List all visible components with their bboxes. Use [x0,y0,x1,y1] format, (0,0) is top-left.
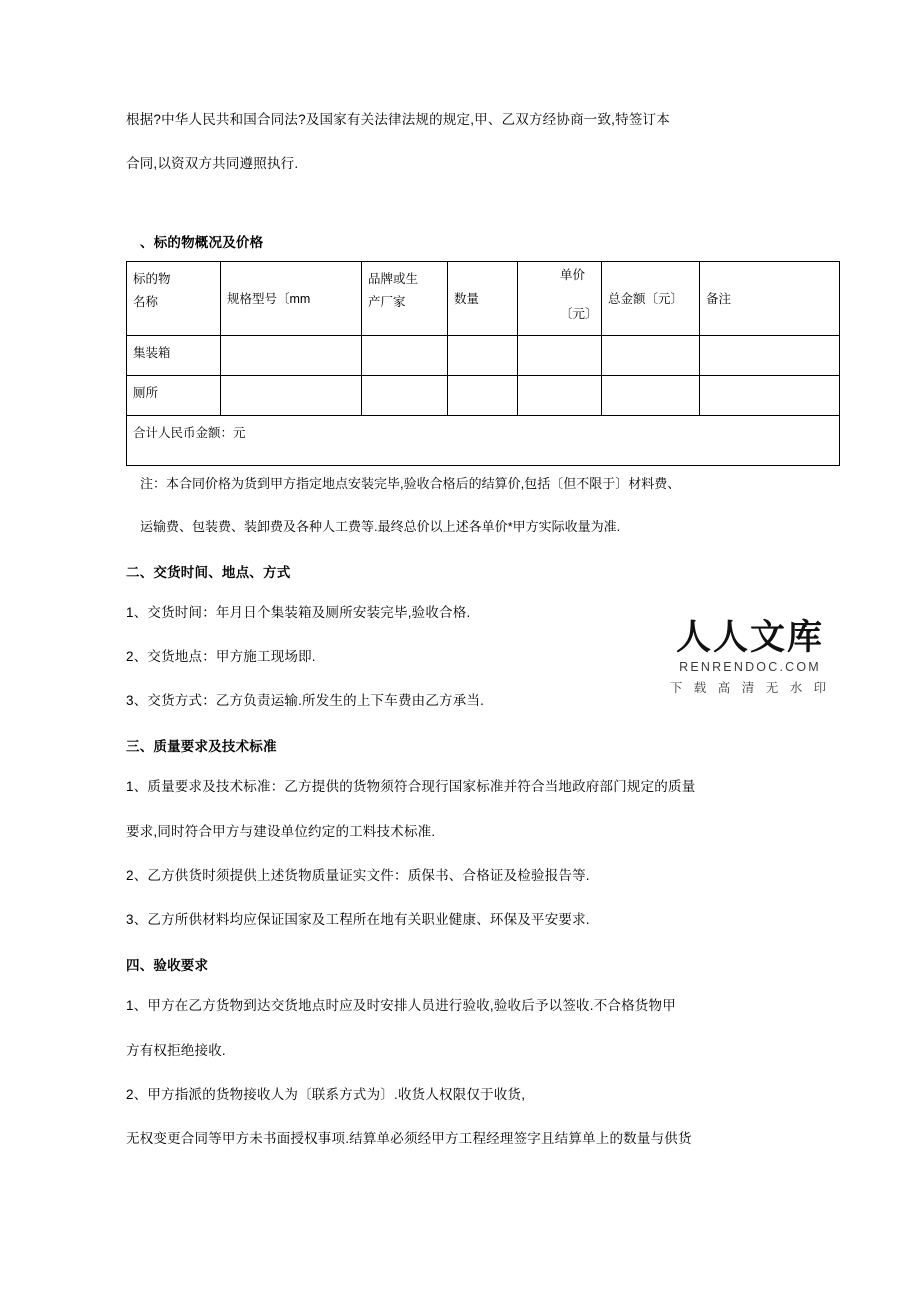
table-cell-remark [700,375,840,415]
table-cell-name: 集装箱 [127,335,221,375]
table-header-cell-quantity: 数量 [448,261,518,335]
table-cell-quantity [448,375,518,415]
section-three-title: 三、质量要求及技术标准 [126,739,277,755]
watermark-tagline: 下 载 高 清 无 水 印 [669,680,831,695]
table-cell-spec [221,375,362,415]
section-three-item-2: 2、乙方供货时须提供上述货物质量证实文件：质保书、合格证及检验报告等. [126,867,590,883]
table-header-cell-remark: 备注 [700,261,840,335]
section-three-item-3: 3、乙方所供材料均应保证国家及工程所在地有关职业健康、环保及平安要求. [126,912,590,927]
table-cell-brand [362,335,448,375]
table-total-row [127,415,840,465]
price-note-line-1: 注：本合同价格为货到甲方指定地点安装完毕,验收合格后的结算价,包括〔但不限于〕材料费、 [140,475,681,491]
section-two-item-3: 3、交货方式：乙方负责运输.所发生的上下车费由乙方承当. [126,693,485,708]
section-four-item-1: 1、甲方在乙方货物到达交货地点时应及时安排人员进行验收,验收后予以签收.不合格货物甲 [126,998,676,1014]
table-cell-unit-price [518,335,602,375]
section-four-title: 四、验收要求 [126,958,209,974]
table-cell-spec [221,335,362,375]
table-cell-brand [362,375,448,415]
table-total-label: 合计人民币金额：元 [127,415,840,465]
section-two-title: 二、交货时间、地点、方式 [126,564,291,580]
section-four-item-1-cont: 方有权拒绝接收. [126,1042,226,1058]
table-header-cell-unit-price: 单价 〔元〕 [518,261,602,335]
section-three-item-1: 1、质量要求及技术标准：乙方提供的货物须符合现行国家标准并符合当地政府部门规定的质量 [126,779,696,795]
intro-line-1: 根据?中华人民共和国合同法?及国家有关法律法规的规定,甲、乙双方经协商一致,特签订本 [126,112,670,127]
section-one-title: 、标的物概况及价格 [140,234,264,250]
table-cell-total-amount [602,335,700,375]
table-cell-remark [700,335,840,375]
section-four-items [126,996,842,1149]
table-cell-total-amount [602,375,700,415]
section-three-items [126,777,842,930]
table-cell-unit-price [518,375,602,415]
table-row [127,335,840,375]
intro-line-2: 合同,以资双方共同遵照执行. [126,156,299,172]
table-row [127,375,840,415]
table-header-cell-name: 标的物 名称 [127,261,221,335]
table-cell-quantity [448,335,518,375]
table-header-cell-spec: 规格型号〔mm [221,261,362,335]
table-header-cell-brand: 品牌或生 产厂家 [362,261,448,335]
goods-table [126,261,840,466]
table-header-row [127,261,840,335]
section-two-item-1: 1、交货时间：年月日个集装箱及厕所安装完毕,验收合格. [126,604,471,620]
watermark-title: 人人文库 [675,617,824,658]
table-cell-name: 厕所 [127,375,221,415]
table-header-cell-total-amount: 总金额〔元〕 [602,261,700,335]
section-four-item-2-cont: 无权变更合同等甲方未书面授权事项.结算单必须经甲方工程经理签字且结算单上的数量与供货 [126,1131,692,1146]
section-three-item-1-cont: 要求,同时符合甲方与建设单位约定的工料技术标准. [126,823,436,839]
watermark-domain: RENRENDOC.COM [679,659,821,674]
section-two-item-2: 2、交货地点：甲方施工现场即. [126,648,316,664]
price-note-line-2: 运输费、包装费、装卸费及各种人工费等.最终总价以上述各单价*甲方实际收量为准. [140,519,621,534]
watermark [650,617,850,696]
section-four-item-2: 2、甲方指派的货物接收人为〔联系方式为〕.收货人权限仅于收货, [126,1086,526,1102]
